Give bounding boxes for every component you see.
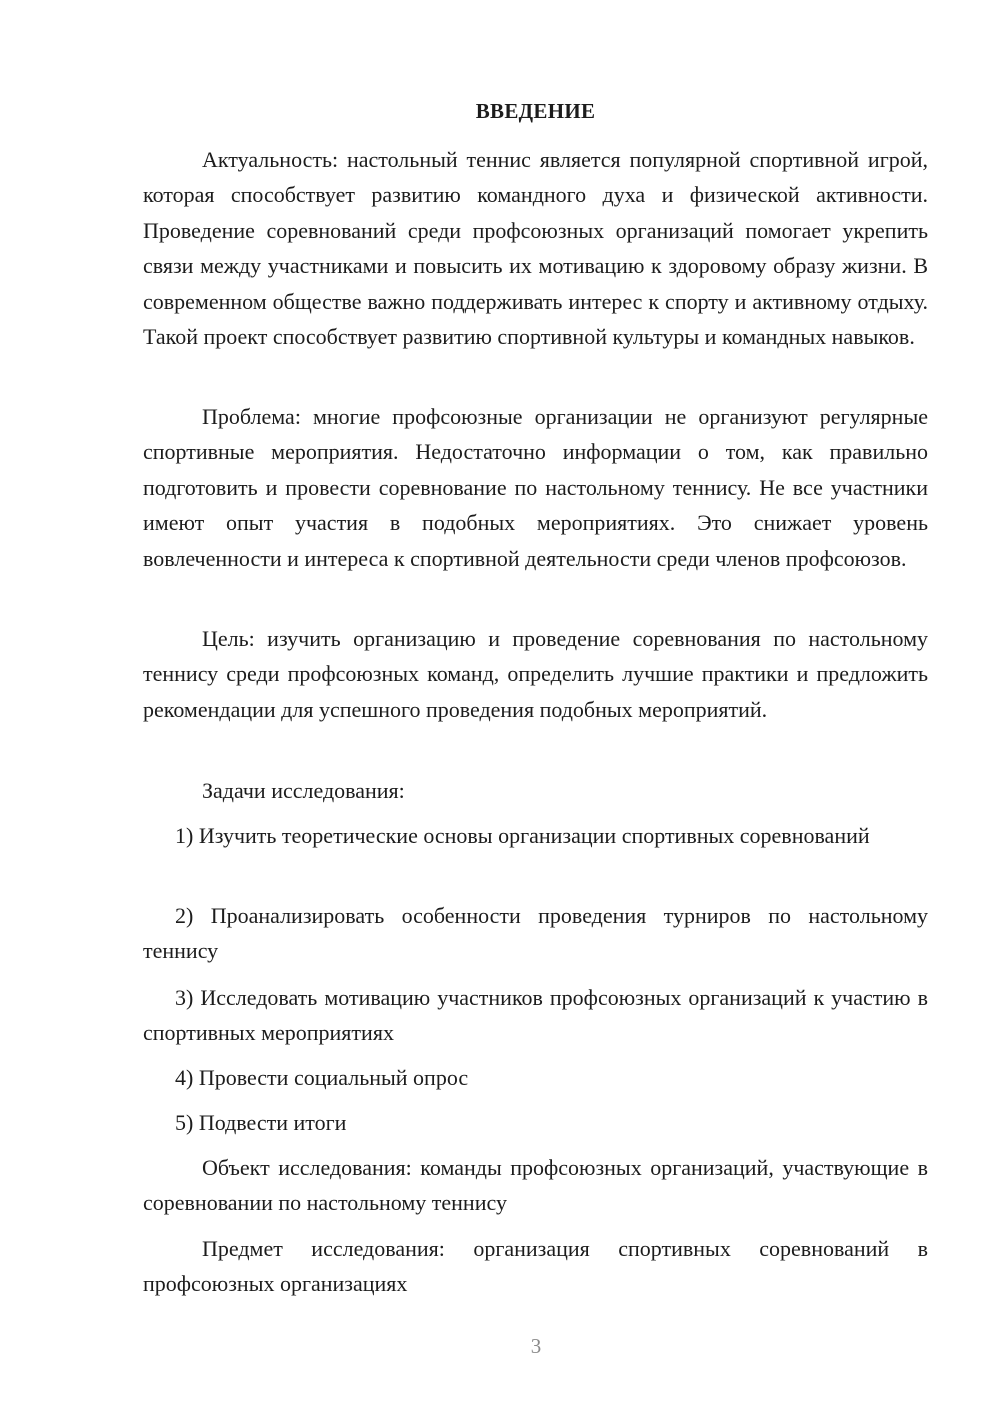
paragraph-relevance: Актуальность: настольный теннис является популярной спортивной игрой, которая способствует развитию командного духа и физической активности. Проведение соревнований среди профсоюзных организаций помогает укрепить связи между участниками и повысить их мотивацию к здоровому образу жизни. В современном обществе важно поддерживать интерес к спорту и активному отдыху. Такой проект способствует развитию спортивной культуры и командных навыков. <box>143 147 928 350</box>
paragraph-subject: Предмет исследования: организация спортивных соревнований в профсоюзных организациях <box>143 1236 928 1297</box>
task-item-2 <box>143 898 928 969</box>
task-item-3 <box>143 980 928 1051</box>
task-number: 5) <box>175 1110 194 1135</box>
tasks-heading: Задачи исследования: <box>202 778 405 803</box>
task-text: Изучить теоретические основы организации спортивных соревнований <box>198 823 870 848</box>
paragraph-goal: Цель: изучить организацию и проведение соревнования по настольному теннису среди профсоюзных команд, определить лучшие практики и предложить рекомендации для успешного проведения подобных мероприятий. <box>143 626 928 722</box>
paragraph-problem: Проблема: многие профсоюзные организации не организуют регулярные спортивные мероприятия. Недостаточно информации о том, как правильно подготовить и провести соревнование по настольному теннису. Не все участники имеют опыт участия в подобных мероприятиях. Это снижает уровень вовлеченности и интереса к спортивной деятельности среди членов профсоюзов. <box>143 404 928 571</box>
task-number: 2) <box>175 903 194 928</box>
task-text: Провести социальный опрос <box>198 1065 469 1090</box>
task-number: 1) <box>175 823 194 848</box>
task-item-4 <box>143 1060 928 1095</box>
task-text: Исследовать мотивацию участников профсоюзных организаций к участию в спортивных мероприятиях <box>143 985 928 1046</box>
page-title: ВВЕДЕНИЕ <box>475 99 596 123</box>
task-item-1 <box>143 818 928 853</box>
task-text: Проанализировать особенности проведения турниров по настольному теннису <box>143 903 929 964</box>
task-number: 3) <box>175 985 194 1010</box>
task-item-5 <box>143 1105 928 1140</box>
paragraph-object: Объект исследования: команды профсоюзных организаций, участвующие в соревновании по настольному теннису <box>143 1155 928 1216</box>
page-number: 3 <box>530 1334 542 1358</box>
task-number: 4) <box>175 1065 194 1090</box>
task-text: Подвести итоги <box>198 1110 347 1135</box>
